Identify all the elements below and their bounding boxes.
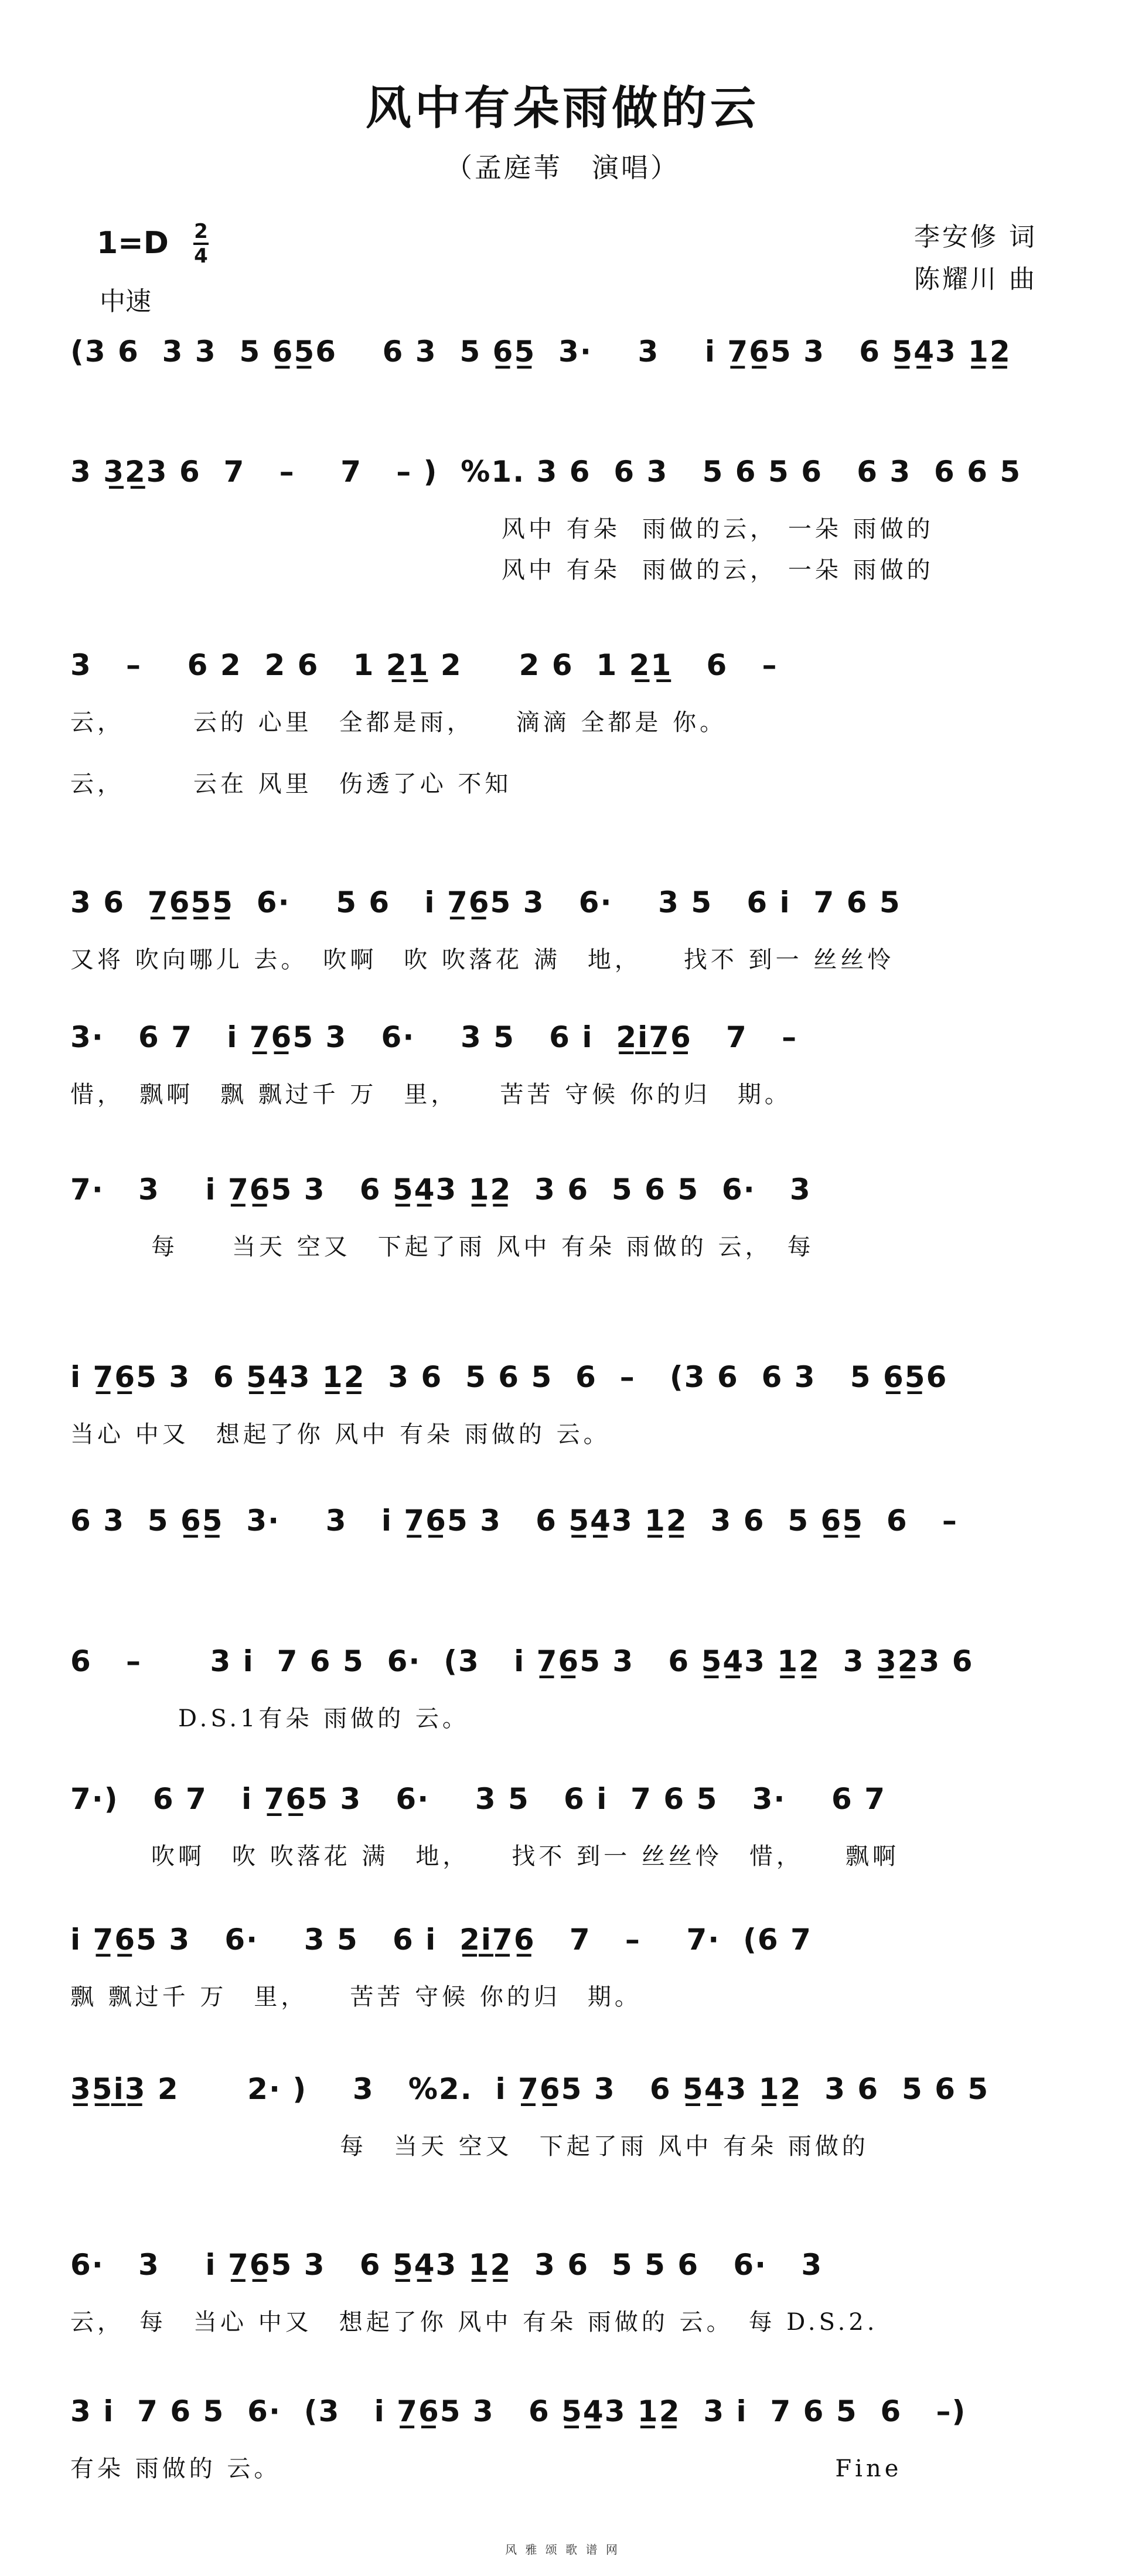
notes-line: 6 – 3 i 7 6 5 6· (3 i 7̲6̲5 3 6 5̲4̲3 1̲2̲ 3 3̲2̲3 6 xyxy=(70,1644,974,1678)
lyricist-credit: 李安修 词 xyxy=(914,222,1037,252)
lyrics-line-1: 每 当天 空又 下起了雨 风中 有朵 雨做的 云， 每 xyxy=(70,1234,814,1260)
song-title: 风中有朵雨做的云 xyxy=(365,81,759,135)
lyrics-line-1: 飘 飘过千 万 里， 苦苦 守候 你的归 期。 xyxy=(70,1984,642,2011)
notes-line: i 7̲6̲5 3 6· 3 5 6 i 2̲i̲7̲6̲ 7 – 7· (6 7 xyxy=(70,1923,812,1957)
lyrics-line-1: 又将 吹向哪儿 去。 吹啊 吹 吹落花 满 地， 找不 到一 丝丝怜 xyxy=(70,946,895,973)
notes-line: i 7̲6̲5 3 6 5̲4̲3 1̲2̲ 3 6 5 6 5 6 – (3 6 6 3 5 6̲5̲6 xyxy=(70,1360,948,1394)
key-signature: 1=D xyxy=(97,226,169,261)
notes-line: 3̲5̲i̲3̲ 2 2· ) 3 %2. i 7̲6̲5 3 6 5̲4̲3 1̲2̲ 3 6 5 6 5 xyxy=(70,2072,990,2106)
lyrics-line-1: 当心 中又 想起了你 风中 有朵 雨做的 云。 xyxy=(70,1421,611,1448)
lyrics-line-1: 风中 有朵 雨做的云， 一朵 雨做的 xyxy=(70,516,934,543)
notes-line: 3 3̲2̲3 6 7 – 7 – ) %1. 3 6 6 3 5 6 5 6 6 3 6 6 5 xyxy=(70,455,1022,489)
time-signature xyxy=(193,222,209,266)
notes-line: 3 – 6 2 2 6 1 2̲1̲ 2 2 6 1 2̲1̲ 6 – xyxy=(70,648,778,682)
composer-credit: 陈耀川 曲 xyxy=(914,264,1037,294)
notes-line: 3· 6 7 i 7̲6̲5 3 6· 3 5 6 i 2̲i̲7̲6̲ 7 – xyxy=(70,1020,798,1054)
lyrics-line-1: 每 当天 空又 下起了雨 风中 有朵 雨做的 xyxy=(70,2133,869,2160)
site-footer: 风 雅 颂 歌 谱 网 xyxy=(505,2543,620,2557)
time-bottom: 4 xyxy=(194,244,208,268)
notes-line: 3 i 7 6 5 6· (3 i 7̲6̲5 3 6 5̲4̲3 1̲2̲ 3 i 7 6 5 6 –) xyxy=(70,2394,967,2428)
lyrics-line-1: D.S.1有朵 雨做的 云。 xyxy=(70,1705,469,1732)
notes-line: 3 6 7̲6̲5̲5̲ 6· 5 6 i 7̲6̲5 3 6· 3 5 6 i 7 6 5 xyxy=(70,885,901,919)
lyrics-line-1: 惜， 飘啊 飘 飘过千 万 里， 苦苦 守候 你的归 期。 xyxy=(70,1081,792,1108)
notes-line: (3 6 3 3 5 6̲5̲6 6 3 5 6̲5̲ 3· 3 i 7̲6̲5 3 6 5̲4̲3 1̲2̲ xyxy=(70,335,1011,369)
notes-line: 6 3 5 6̲5̲ 3· 3 i 7̲6̲5 3 6 5̲4̲3 1̲2̲ 3 6 5 6̲5̲ 6 – xyxy=(70,1504,958,1538)
performer-subtitle: （孟庭苇 演唱） xyxy=(445,152,680,183)
lyrics-line-2: 云， 云在 风里 伤透了心 不知 xyxy=(70,771,512,798)
notes-line: 6· 3 i 7̲6̲5 3 6 5̲4̲3 1̲2̲ 3 6 5 5 6 6· 3 xyxy=(70,2248,823,2282)
notes-line: 7·) 6 7 i 7̲6̲5 3 6· 3 5 6 i 7 6 5 3· 6 7 xyxy=(70,1782,886,1816)
tempo-marking: 中速 xyxy=(100,287,151,316)
lyrics-line-1: 云， 云的 心里 全都是雨， 滴滴 全都是 你。 xyxy=(70,709,727,736)
lyrics-line-1: 云， 每 当心 中又 想起了你 风中 有朵 雨做的 云。 每 D.S.2. xyxy=(70,2309,878,2336)
lyrics-line-1: 有朵 雨做的 云。 Fine xyxy=(70,2455,902,2482)
lyrics-line-2: 风中 有朵 雨做的云， 一朵 雨做的 xyxy=(70,557,934,584)
notes-line: 7· 3 i 7̲6̲5 3 6 5̲4̲3 1̲2̲ 3 6 5 6 5 6· 3 xyxy=(70,1173,812,1207)
time-top: 2 xyxy=(194,220,208,243)
lyrics-line-1: 吹啊 吹 吹落花 满 地， 找不 到一 丝丝怜 惜， 飘啊 xyxy=(70,1843,899,1870)
